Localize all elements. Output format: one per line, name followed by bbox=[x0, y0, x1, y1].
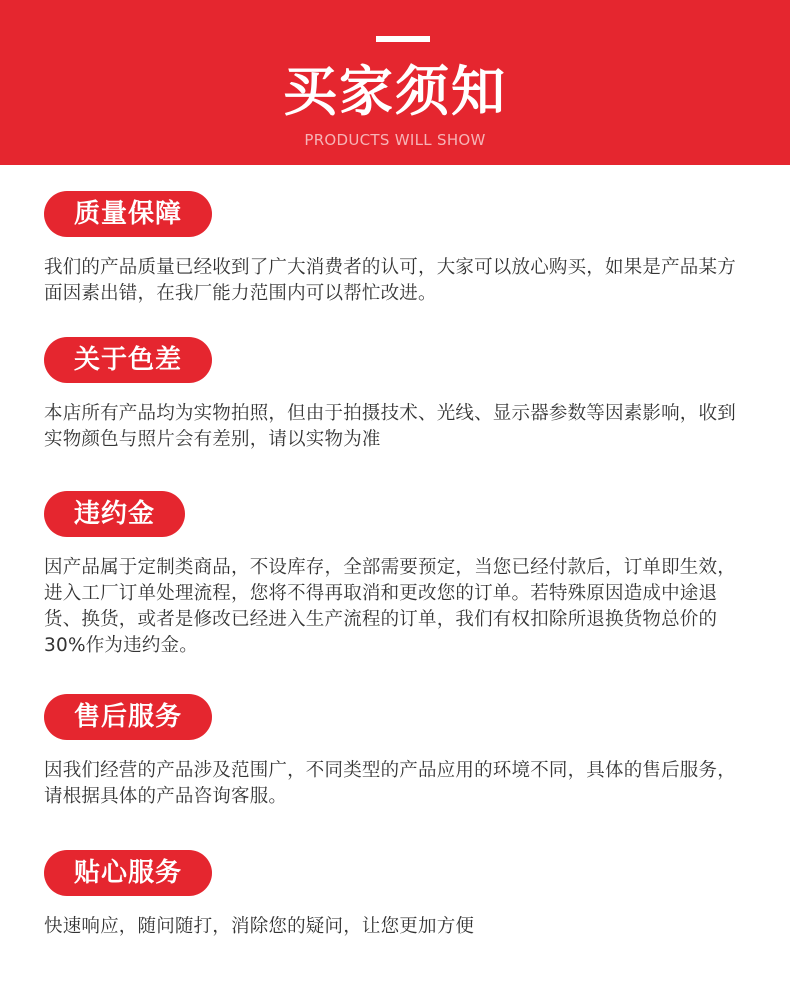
header-banner bbox=[0, 0, 790, 165]
section-heading-quality: 质量保障 bbox=[44, 191, 212, 237]
section-text-quality: 我们的产品质量已经收到了广大消费者的认可，大家可以放心购买，如果是产品某方面因素出错，在我厂能力范围内可以帮忙改进。 bbox=[44, 257, 736, 304]
section-quality bbox=[44, 191, 754, 307]
page-title: 买家须知 bbox=[283, 60, 507, 123]
section-text-after-sales: 因我们经营的产品涉及范围广，不同类型的产品应用的环境不同，具体的售后服务，请根据具体的产品咨询客服。 bbox=[44, 760, 736, 807]
section-heading-color: 关于色差 bbox=[44, 337, 212, 383]
section-heading-penalty: 违约金 bbox=[44, 491, 185, 537]
section-service bbox=[44, 850, 754, 940]
page-subtitle: PRODUCTS WILL SHOW bbox=[304, 131, 486, 149]
section-heading-after-sales: 售后服务 bbox=[44, 694, 212, 740]
section-heading-service: 贴心服务 bbox=[44, 850, 212, 896]
section-text-service: 快速响应，随问随打，消除您的疑问，让您更加方便 bbox=[44, 916, 475, 937]
section-color bbox=[44, 337, 754, 453]
section-after-sales bbox=[44, 694, 754, 810]
section-text-color: 本店所有产品均为实物拍照，但由于拍摄技术、光线、显示器参数等因素影响，收到实物颜色与照片会有差别，请以实物为准 bbox=[44, 403, 736, 450]
section-penalty bbox=[44, 491, 754, 659]
section-text-penalty: 因产品属于定制类商品，不设库存，全部需要预定，当您已经付款后，订单即生效，进入工厂订单处理流程，您将不得再取消和更改您的订单。若特殊原因造成中途退货、换货，或者是修改已经进入生产流程的订单，我们有权扣除所退换货物总价的30%作为违约金。 bbox=[44, 557, 736, 656]
header-accent-bar bbox=[376, 36, 430, 42]
